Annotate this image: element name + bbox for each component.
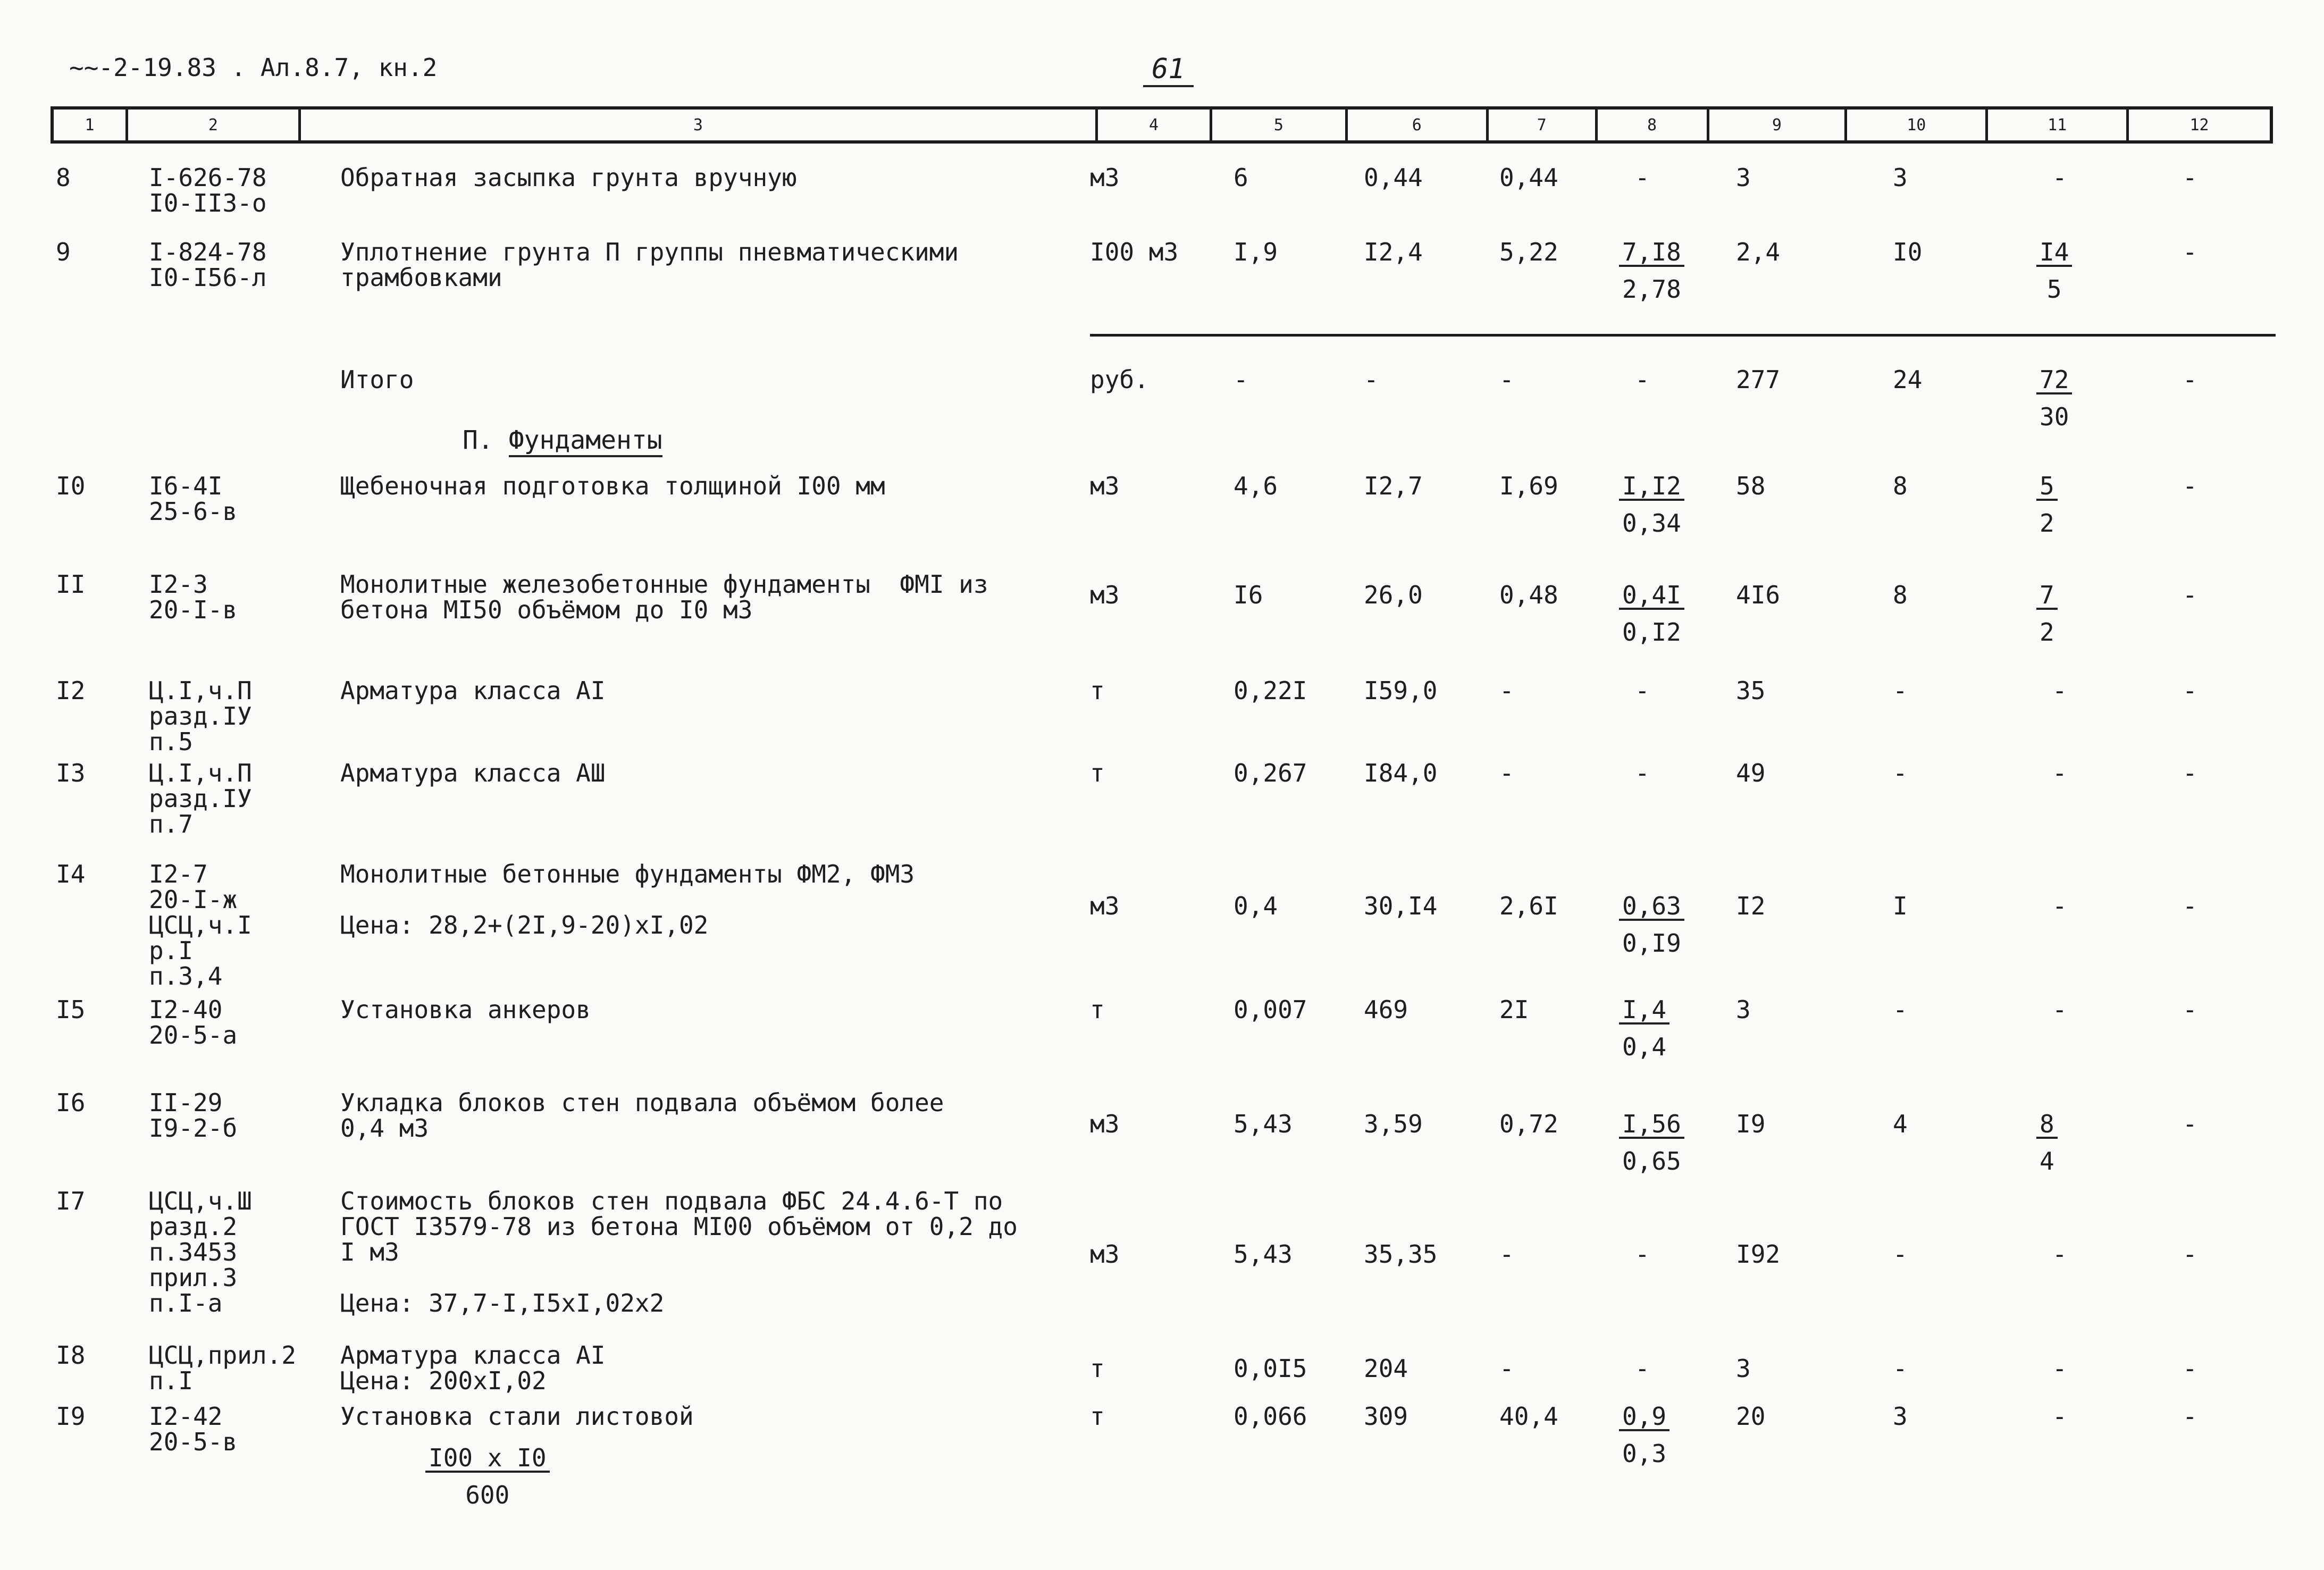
section-title — [463, 425, 662, 455]
row-name: Стоимость блоков стен подвала ФБС 24.4.6-Т по ГОСТ I3579-78 из бетона МI00 объёмом от 0,2 до I м3 Цена: 37,7-I,I5xI,02x2 — [340, 1187, 1018, 1317]
row-value-12: - — [2183, 163, 2197, 192]
row-value-12: - — [2183, 238, 2197, 266]
col-header-11: 11 — [1988, 110, 2129, 140]
row-name: Установка анкеров — [340, 995, 591, 1024]
row-code: I6-4I 25-6-в — [149, 472, 238, 526]
row-fraction-c11 — [2036, 582, 2058, 645]
row-number: I2 — [56, 676, 86, 705]
row-value-11: - — [2052, 1354, 2067, 1383]
row-number: I9 — [56, 1402, 86, 1431]
row-number: I7 — [56, 1187, 86, 1215]
row-unit: т — [1090, 676, 1105, 705]
col-header-4: 4 — [1098, 110, 1212, 140]
row-value-12: - — [2183, 892, 2197, 920]
row-value-9: I9 — [1736, 1110, 1766, 1138]
row-value-5: 4,6 — [1234, 472, 1278, 500]
row-value-6: I59,0 — [1364, 676, 1438, 705]
row-unit: м3 — [1090, 1110, 1120, 1138]
row-value-7: 2I — [1499, 995, 1529, 1024]
row-value-10: 8 — [1893, 472, 1908, 500]
row-name: Арматура класса АШ — [340, 759, 606, 787]
row-unit: м3 — [1090, 472, 1120, 500]
row-value-10: 3 — [1893, 1402, 1908, 1431]
row-number: I6 — [56, 1088, 86, 1117]
col-header-10: 10 — [1847, 110, 1988, 140]
row-value-10: I — [1893, 892, 1908, 920]
row-fraction-c8 — [1619, 893, 1684, 956]
row-number: I0 — [56, 472, 86, 500]
fraction-numerator: 72 — [2036, 367, 2072, 394]
fraction-denominator: 5 — [2046, 275, 2062, 304]
col-header-9: 9 — [1709, 110, 1848, 140]
col-header-5: 5 — [1212, 110, 1348, 140]
row-code: I2-40 20-5-а — [149, 995, 238, 1050]
row-name: Арматура класса АI Цена: 200xI,02 — [340, 1341, 606, 1395]
row-value-5: I6 — [1234, 581, 1263, 609]
fraction-denominator: 0,I2 — [1622, 618, 1681, 647]
row-value-8: - — [1635, 1354, 1650, 1383]
row-value-6: 26,0 — [1364, 581, 1423, 609]
fraction-numerator: I,I2 — [1619, 473, 1684, 501]
fraction-numerator: 7 — [2036, 582, 2058, 610]
row-value-7: 0,48 — [1499, 581, 1558, 609]
col-header-2: 2 — [128, 110, 301, 140]
row-code: Ц.I,ч.П разд.IУ п.7 — [149, 759, 252, 838]
row-number: I3 — [56, 759, 86, 787]
row-value-8: - — [1635, 365, 1650, 394]
row-value-11: - — [2052, 163, 2067, 192]
fraction-numerator: 0,63 — [1619, 893, 1684, 921]
row-value-8: - — [1635, 1240, 1650, 1269]
row-value-10: I0 — [1893, 238, 1923, 266]
fraction-denominator: 0,34 — [1622, 509, 1681, 538]
row-fraction-c8 — [1619, 1404, 1669, 1466]
row-value-6: 469 — [1364, 995, 1408, 1024]
row-value-12: - — [2183, 1240, 2197, 1269]
footnote-numerator: I00 x I0 — [425, 1445, 550, 1473]
row-value-7: 0,44 — [1499, 163, 1558, 192]
row-value-6: I2,4 — [1364, 238, 1423, 266]
row-value-9: I92 — [1736, 1240, 1781, 1269]
row-code: ЦСЦ,прил.2 п.I — [149, 1341, 296, 1395]
row-value-12: - — [2183, 759, 2197, 787]
row-value-8: - — [1635, 676, 1650, 705]
row-number: I4 — [56, 860, 86, 888]
row-fraction-c8 — [1619, 997, 1669, 1060]
row-value-7: 0,72 — [1499, 1110, 1558, 1138]
row-value-11: - — [2052, 995, 2067, 1024]
row-value-9: 3 — [1736, 1354, 1751, 1383]
row-code: Ц.I,ч.П разд.IУ п.5 — [149, 676, 252, 756]
row-code: ЦСЦ,ч.Ш разд.2 п.3453 прил.3 п.I-а — [149, 1187, 252, 1317]
row-name: Уплотнение грунта П группы пневматическими трамбовками — [340, 238, 959, 292]
row-name: Арматура класса АI — [340, 676, 606, 705]
fraction-numerator: 8 — [2036, 1111, 2058, 1139]
row-code: I2-7 20-I-ж ЦСЦ,ч.I р.I п.3,4 — [149, 860, 252, 990]
row-value-7: 2,6I — [1499, 892, 1558, 920]
row-value-10: 24 — [1893, 365, 1923, 394]
row-value-6: 309 — [1364, 1402, 1408, 1431]
row-value-7: - — [1499, 365, 1514, 394]
row-value-6: 3,59 — [1364, 1110, 1423, 1138]
row-name: Монолитные железобетонные фундаменты ФМI из бетона МI50 объёмом до I0 м3 — [340, 570, 988, 624]
row-value-5: 0,066 — [1234, 1402, 1307, 1431]
row-value-12: - — [2183, 365, 2197, 394]
row-value-5: I,9 — [1234, 238, 1278, 266]
row-value-11: - — [2052, 759, 2067, 787]
row-fraction-c8 — [1619, 473, 1684, 536]
row-unit: т — [1090, 759, 1105, 787]
row-value-5: - — [1234, 365, 1248, 394]
section-name: Фундаменты — [509, 425, 662, 457]
row-value-5: 5,43 — [1234, 1240, 1293, 1269]
row-code: I2-42 20-5-в — [149, 1402, 238, 1456]
row-value-9: 277 — [1736, 365, 1781, 394]
row-value-11: - — [2052, 1240, 2067, 1269]
row-value-9: 3 — [1736, 163, 1751, 192]
row-value-6: - — [1364, 365, 1379, 394]
row-value-5: 0,4 — [1234, 892, 1278, 920]
col-header-1: 1 — [54, 110, 128, 140]
row-value-9: 4I6 — [1736, 581, 1781, 609]
fraction-denominator: 2 — [2040, 618, 2054, 647]
row-value-7: - — [1499, 676, 1514, 705]
row-value-7: - — [1499, 759, 1514, 787]
row-value-9: 58 — [1736, 472, 1766, 500]
row-fraction-c11 — [2036, 367, 2072, 430]
row-value-7: - — [1499, 1354, 1514, 1383]
row-value-9: 3 — [1736, 995, 1751, 1024]
row-value-12: - — [2183, 1402, 2197, 1431]
row-value-8: - — [1635, 163, 1650, 192]
footnote-denominator: 600 — [465, 1481, 510, 1509]
row-code: I-824-78 I0-I56-л — [149, 238, 267, 292]
row-value-10: - — [1893, 759, 1908, 787]
row-name: Щебеночная подготовка толщиной I00 мм — [340, 472, 885, 500]
row-number: I8 — [56, 1341, 86, 1370]
row-value-11: - — [2052, 892, 2067, 920]
col-header-12: 12 — [2189, 115, 2209, 135]
row-value-10: - — [1893, 995, 1908, 1024]
row-value-5: 0,22I — [1234, 676, 1307, 705]
row-fraction-c11 — [2036, 239, 2072, 302]
row-value-5: 0,007 — [1234, 995, 1307, 1024]
row-value-6: 204 — [1364, 1354, 1408, 1383]
fraction-numerator: 5 — [2036, 473, 2058, 501]
row-value-7: 5,22 — [1499, 238, 1558, 266]
row-value-5: 0,267 — [1234, 759, 1307, 787]
fraction-numerator: I4 — [2036, 239, 2072, 267]
row-value-12: - — [2183, 581, 2197, 609]
subtotal-rule — [1090, 334, 2276, 337]
row-value-7: I,69 — [1499, 472, 1558, 500]
row-value-12: - — [2183, 1354, 2197, 1383]
row-value-9: 20 — [1736, 1402, 1766, 1431]
row-name: Итого — [340, 365, 414, 394]
row-fraction-c11 — [2036, 1111, 2058, 1174]
row-value-10: - — [1893, 1240, 1908, 1269]
row-unit: т — [1090, 1402, 1105, 1431]
row-value-6: 35,35 — [1364, 1240, 1438, 1269]
fraction-denominator: 4 — [2040, 1147, 2054, 1176]
row-value-11: - — [2052, 1402, 2067, 1431]
row-value-10: 4 — [1893, 1110, 1908, 1138]
col-header-6: 6 — [1348, 110, 1489, 140]
row-unit: I00 м3 — [1090, 238, 1179, 266]
fraction-denominator: 2,78 — [1622, 275, 1681, 304]
row-value-6: 0,44 — [1364, 163, 1423, 192]
fraction-denominator: 0,4 — [1622, 1032, 1667, 1061]
row-value-9: 49 — [1736, 759, 1766, 787]
fraction-denominator: 30 — [2040, 402, 2069, 431]
fraction-numerator: I,56 — [1619, 1111, 1684, 1139]
row-unit: м3 — [1090, 581, 1120, 609]
row-value-7: - — [1499, 1240, 1514, 1269]
col-header-8: 8 — [1598, 110, 1709, 140]
row-number: 8 — [56, 163, 71, 192]
row-unit: м3 — [1090, 892, 1120, 920]
row-value-6: 30,I4 — [1364, 892, 1438, 920]
row-code: I-626-78 I0-II3-о — [149, 163, 267, 217]
row-fraction-c8 — [1619, 239, 1684, 302]
row-value-10: - — [1893, 676, 1908, 705]
row-value-12: - — [2183, 1110, 2197, 1138]
row-value-5: 0,0I5 — [1234, 1354, 1307, 1383]
fraction-numerator: 7,I8 — [1619, 239, 1684, 267]
column-header-row — [51, 106, 2273, 144]
fraction-denominator: 0,65 — [1622, 1147, 1681, 1176]
row-number: I5 — [56, 995, 86, 1024]
row-code: I2-3 20-I-в — [149, 570, 238, 624]
row-value-5: 6 — [1234, 163, 1248, 192]
row-value-12: - — [2183, 472, 2197, 500]
row-fraction-c8 — [1619, 1111, 1684, 1174]
row-value-8: - — [1635, 759, 1650, 787]
row-value-7: 40,4 — [1499, 1402, 1558, 1431]
fraction-numerator: 0,4I — [1619, 582, 1684, 610]
col-header-3: 3 — [301, 110, 1098, 140]
row-fraction-c8 — [1619, 582, 1684, 645]
col-header-7: 7 — [1489, 110, 1598, 140]
row-value-12: - — [2183, 995, 2197, 1024]
row-unit: т — [1090, 1354, 1105, 1383]
row-value-5: 5,43 — [1234, 1110, 1293, 1138]
fraction-denominator: 0,3 — [1622, 1439, 1667, 1468]
fraction-numerator: I,4 — [1619, 997, 1669, 1025]
fraction-denominator: 2 — [2040, 509, 2054, 538]
row-unit: руб. — [1090, 365, 1149, 394]
fraction-denominator: 0,I9 — [1622, 929, 1681, 958]
row-value-11: - — [2052, 676, 2067, 705]
row-value-9: 35 — [1736, 676, 1766, 705]
row-number: 9 — [56, 238, 71, 266]
row-name: Монолитные бетонные фундаменты ФМ2, ФМ3 Цена: 28,2+(2I,9-20)xI,02 — [340, 860, 915, 939]
row-unit: м3 — [1090, 1240, 1120, 1269]
row-value-9: 2,4 — [1736, 238, 1781, 266]
row-value-10: 3 — [1893, 163, 1908, 192]
row-name: Обратная засыпка грунта вручную — [340, 163, 797, 192]
document-header-code: ~~-2-19.83 . Ал.8.7, кн.2 — [69, 53, 438, 82]
page-number: 61 — [1143, 53, 1194, 87]
row-code: II-29 I9-2-б — [149, 1088, 238, 1143]
row-value-12: - — [2183, 676, 2197, 705]
row-value-10: - — [1893, 1354, 1908, 1383]
fraction-numerator: 0,9 — [1619, 1404, 1669, 1431]
row-value-9: I2 — [1736, 892, 1766, 920]
row-number: II — [56, 570, 86, 599]
row-fraction-c11 — [2036, 473, 2058, 536]
footnote-fraction — [425, 1445, 550, 1508]
row-value-6: I2,7 — [1364, 472, 1423, 500]
row-unit: т — [1090, 995, 1105, 1024]
row-value-10: 8 — [1893, 581, 1908, 609]
row-name: Установка стали листовой — [340, 1402, 694, 1431]
row-value-6: I84,0 — [1364, 759, 1438, 787]
row-name: Укладка блоков стен подвала объёмом более 0,4 м3 — [340, 1088, 944, 1143]
section-prefix: П. — [463, 425, 509, 455]
row-unit: м3 — [1090, 163, 1120, 192]
